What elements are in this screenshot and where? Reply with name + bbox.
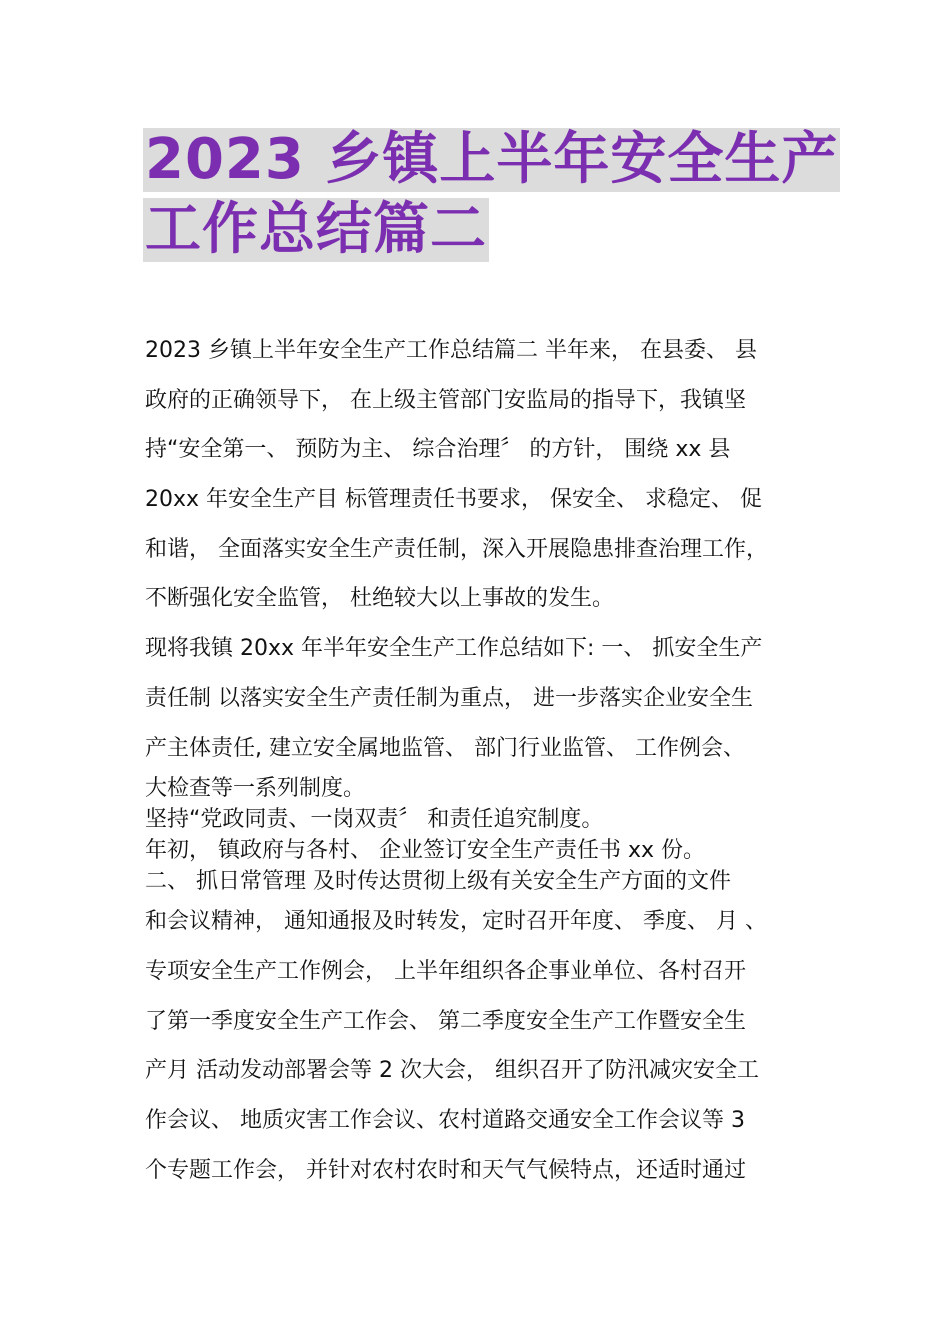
body-line-11: 坚持“党政同责、一岗双责〞 和责任追究制度。 (145, 807, 604, 833)
document-title (143, 127, 839, 268)
body-line-15: 专项安全生产工作例会， 上半年组织各企事业单位、各村召开 (145, 958, 746, 984)
body-line-1: 2023 乡镇上半年安全生产工作总结篇二 半年来， 在县委、 县 (145, 338, 757, 363)
body-line-13: 二、 抓日常管理 及时传达贯彻上级有关安全生产方面的文件 (145, 869, 731, 895)
body-line-17: 产月 活动发动部署会等 2 次大会， 组织召开了防汛减灾安全工 (145, 1058, 759, 1084)
document-body (145, 326, 817, 1195)
body-line-3: 持“安全第一、 预防为主、 综合治理〞 的方针， 围绕 xx 县 (145, 437, 731, 463)
body-line-12: 年初， 镇政府与各村、 企业签订安全生产责任书 xx 份。 (145, 838, 706, 864)
body-line-2: 政府的正确领导下， 在上级主管部门安监局的指导下，我镇坚 (145, 387, 746, 413)
body-line-16: 了第一季度安全生产工作会、 第二季度安全生产工作暨安全生 (145, 1008, 746, 1034)
body-line-19: 个专题工作会， 并针对农村农时和天气气候特点，还适时通过 (145, 1157, 746, 1183)
body-line-18: 作会议、 地质灾害工作会议、农村道路交通安全工作会议等 3 (145, 1107, 745, 1133)
body-line-7: 现将我镇 20xx 年半年安全生产工作总结如下: 一、 抓安全生产 (145, 636, 763, 662)
title-line-2: 工作总结篇二 (145, 197, 487, 262)
body-line-9: 产主体责任, 建立安全属地监管、 部门行业监管、 工作例会、 (145, 735, 745, 761)
body-line-4: 20xx 年安全生产目 标管理责任书要求， 保安全、 求稳定、 促 (145, 487, 763, 513)
body-line-8: 责任制 以落实安全生产责任制为重点， 进一步落实企业安全生 (145, 685, 753, 711)
title-line-1: 2023 乡镇上半年安全生产 (145, 127, 839, 192)
body-line-14: 和会议精神， 通知通报及时转发，定时召开年度、 季度、 月 、 (145, 909, 767, 935)
body-line-6: 不断强化安全监管， 杜绝较大以上事故的发生。 (145, 586, 614, 612)
body-line-5: 和谐， 全面落实安全生产责任制，深入开展隐患排查治理工作， (145, 536, 768, 562)
body-line-10: 大检查等一系列制度。 (145, 776, 366, 802)
